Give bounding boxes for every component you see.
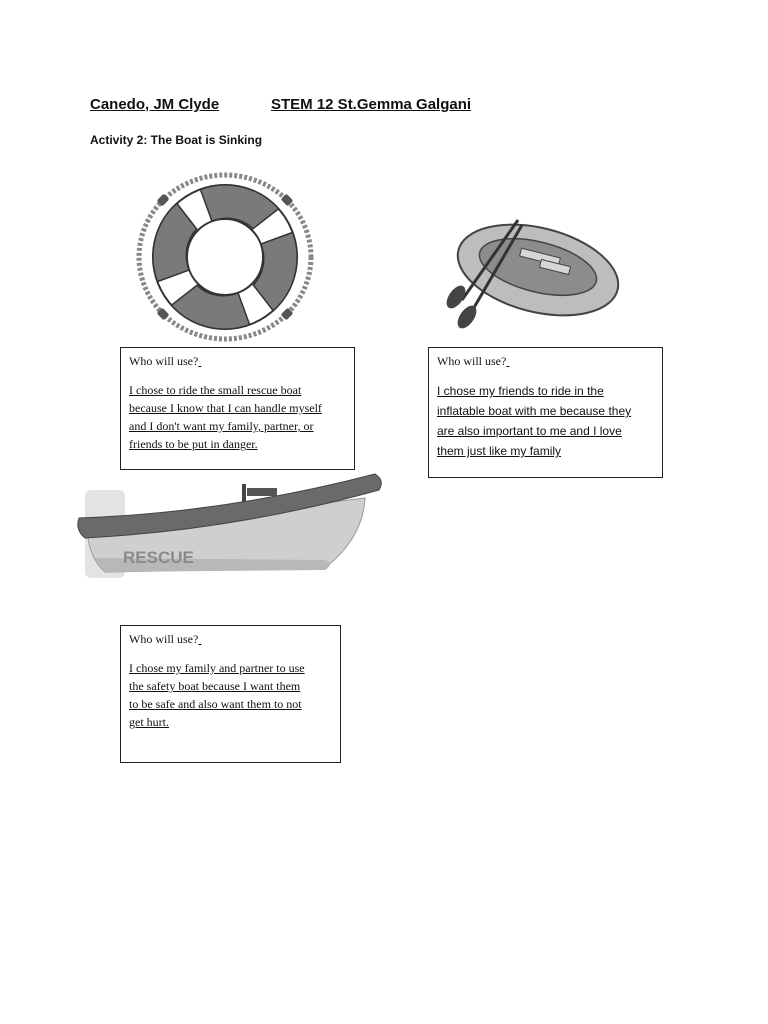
answer-text: I chose my family and partner to use the safety boat because I want them to be safe and also want them to not get hurt. xyxy=(129,661,305,729)
question-label: Who will use? xyxy=(129,632,199,646)
answer-box-raft xyxy=(428,347,663,478)
rescue-label: RESCUE xyxy=(123,548,194,567)
question-label: Who will use? xyxy=(129,354,199,368)
answer-box-rescue xyxy=(120,625,341,763)
answer-box-ring xyxy=(120,347,355,470)
inflatable-raft-icon xyxy=(440,215,620,335)
answer-text: I chose to ride the small rescue boat because I know that I can handle myself and I don't want my family, partner, or friends to be put in danger. xyxy=(129,383,322,451)
section-name: STEM 12 St.Gemma Galgani xyxy=(271,96,472,113)
question-label: Who will use? xyxy=(437,354,507,368)
answer-text: I chose my friends to ride in the inflatable boat with me because they are also important to me and I love them just like my family xyxy=(437,384,632,458)
activity-title: Activity 2: The Boat is Sinking xyxy=(90,133,263,147)
rescue-boat-icon xyxy=(75,468,385,580)
lifebuoy-icon xyxy=(130,168,320,346)
student-name: Canedo, JM Clyde xyxy=(90,96,220,113)
